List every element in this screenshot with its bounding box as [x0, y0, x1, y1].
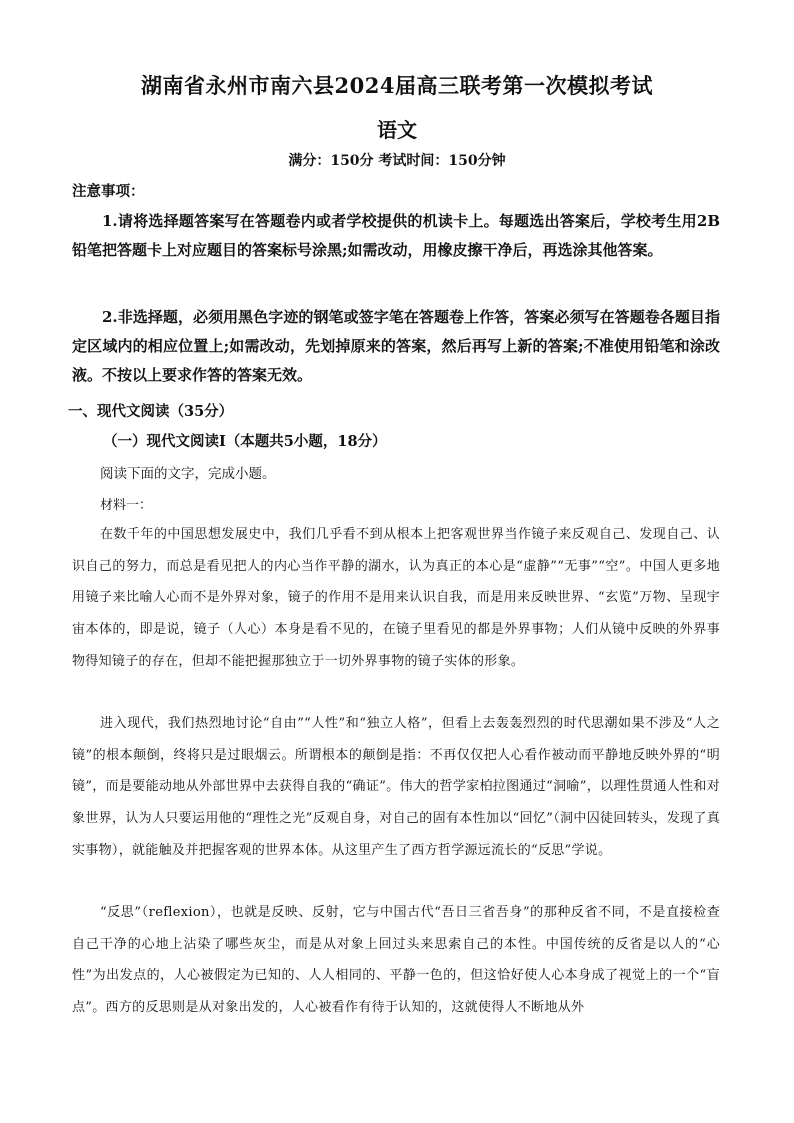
section-heading: 一、现代文阅读（35分） — [68, 403, 234, 420]
notice-item: 1.请将选择题答案写在答题卷内或者学校提供的机读卡上。每题选出答案后，学校考生用2B铅笔把答题卡上对应题目的答案标号涂黑;如需改动，用橡皮擦干净后，再选涂其他答案。 — [72, 212, 720, 259]
notice-item: 2.非选择题，必须用黑色字迹的钢笔或签字笔在答题卷上作答，答案必须写在答题卷各题目指定区域内的相应位置上;如需改动，先划掉原来的答案，然后再写上新的答案;不准使用铅笔和涂改液。不按以上要求作答的答案无效。 — [72, 308, 720, 384]
subsection-heading: （一）现代文阅读Ⅰ（本题共5小题，18分） — [103, 433, 387, 450]
body-paragraph: 在数千年的中国思想发展史中，我们几乎看不到从根本上把客观世界当作镜子来反观自己、发现自己、认识自己的努力，而总是看见把人的内心当作平静的湖水，认为真正的本心是“虚静”“无事”“空”。中国人更多地用镜子来比喻人心而不是外界对象，镜子的作用不是用来认识自我，而是用来反映世界、“玄览”万物、呈现宇宙本体的，即是说，镜子（人心）本身是看不见的，在镜子里看见的都是外界事物；人们从镜中反映的外界事物得知镜子的存在，但却不能把握那独立于一切外界事物的镜子实体的形象。 — [72, 527, 720, 669]
body-paragraph: “反思”（reflexion），也就是反映、反射，它与中国古代“吾日三省吾身”的那种反省不同，不是直接检查自己干净的心地上沾染了哪些灰尘，而是从对象上回过头来思索自己的本性。中国传统的反省是以人的“心性”为出发点的，人心被假定为已知的、人人相同的、平静一色的，但这恰好使人心本身成了视觉上的一个“盲点”。西方的反思则是从对象出发的，人心被看作有待于认知的，这就使得人不断地从外 — [72, 905, 720, 1016]
exam-meta: 满分：150分 考试时间：150分钟 — [288, 153, 506, 169]
subject-title: 语文 — [377, 118, 417, 142]
notice-heading: 注意事项： — [72, 183, 145, 200]
exam-title: 湖南省永州市南六县2024届高三联考第一次模拟考试 — [141, 73, 653, 98]
body-paragraph: 进入现代，我们热烈地讨论“自由”“人性”和“独立人格”，但看上去轰轰烈烈的时代思潮如果不涉及“人之镜”的根本颠倒，终将只是过眼烟云。所谓根本的颠倒是指：不再仅仅把人心看作被动而平静地反映外界的“明镜”，而是要能动地从外部世界中去获得自我的“确证”。伟大的哲学家柏拉图通过“洞喻”，以理性贯通人性和对象世界，认为人只要运用他的“理性之光”反观自身，对自己的固有本性加以“回忆”（洞中囚徒回转头，发现了真实事物），就能触及并把握客观的世界本体。从这里产生了西方哲学源远流长的“反思”学说。 — [72, 716, 720, 858]
reading-instruction: 阅读下面的文字，完成小题。 — [100, 466, 276, 482]
material-label: 材料一： — [100, 498, 153, 513]
